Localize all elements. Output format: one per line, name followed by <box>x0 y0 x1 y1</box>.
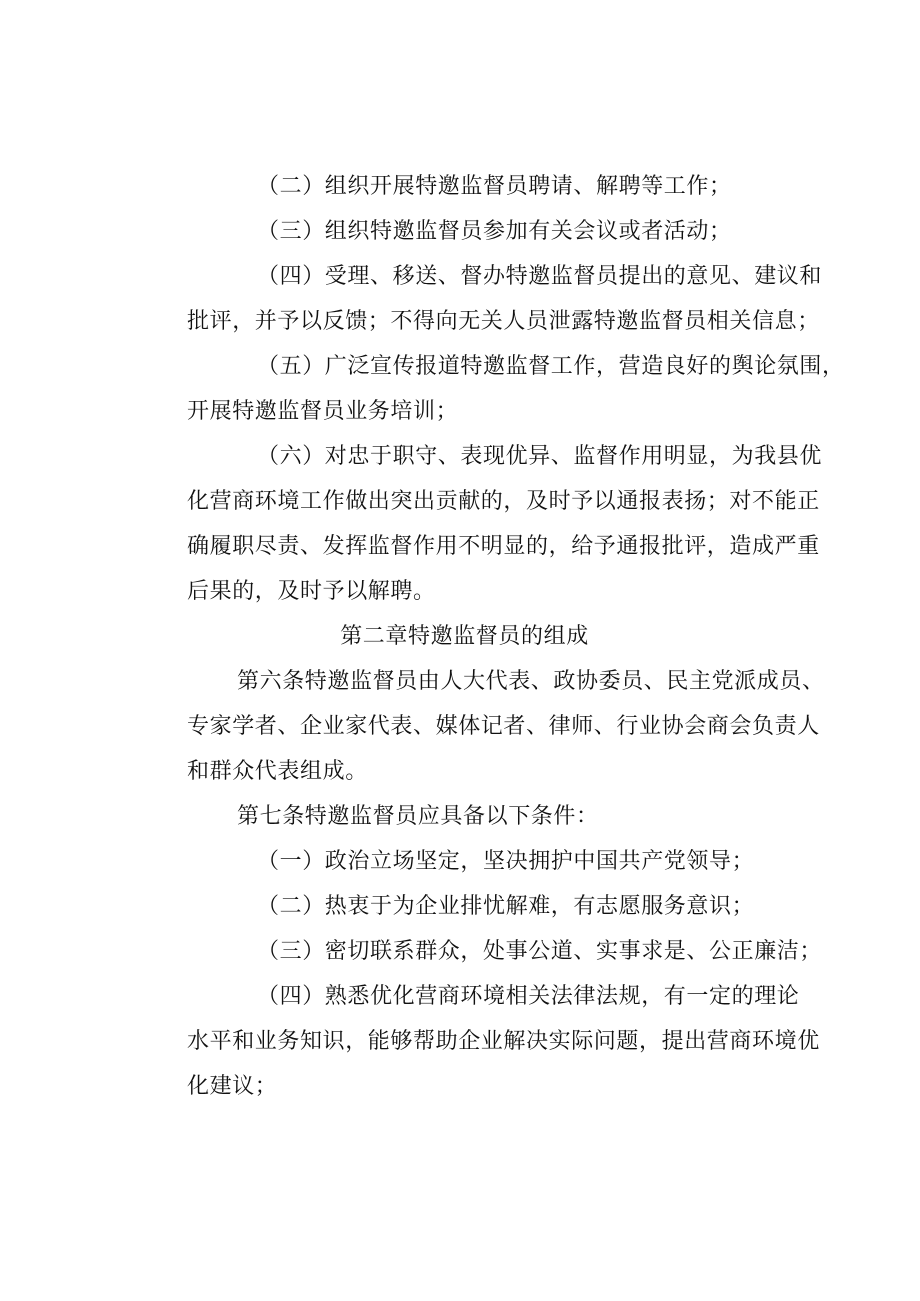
text-line: （三）密切联系群众，处事公道、实事求是、公正廉洁； <box>257 939 823 964</box>
text-line: 化营商环境工作做出突出贡献的，及时予以通报表扬；对不能正 <box>187 489 820 514</box>
text-line: （四）受理、移送、督办特邀监督员提出的意见、建议和 <box>257 264 823 289</box>
text-line: （二）热衷于为企业排忧解难，有志愿服务意识； <box>257 894 755 919</box>
condition-2 <box>117 884 812 929</box>
article-6 <box>117 659 825 794</box>
text-line: 第七条特邀监督员应具备以下条件： <box>237 804 599 829</box>
text-line: （二）组织开展特邀监督员聘请、解聘等工作； <box>257 174 732 199</box>
text-line: 开展特邀监督员业务培训； <box>187 399 459 424</box>
text-line: 专家学者、企业家代表、媒体记者、律师、行业协会商会负责人 <box>187 714 820 739</box>
paragraph-duty-4 <box>117 254 823 344</box>
text-line: （五）广泛宣传报道特邀监督工作，营造良好的舆论氛围， <box>257 354 845 379</box>
text-line: 后果的，及时予以解聘。 <box>187 579 436 604</box>
paragraph-duty-2 <box>117 164 812 209</box>
condition-3 <box>117 929 823 974</box>
text-line: 和群众代表组成。 <box>187 759 368 784</box>
paragraph-duty-3 <box>117 209 812 254</box>
article-7 <box>117 794 812 839</box>
text-line: （三）组织特邀监督员参加有关会议或者活动； <box>257 219 732 244</box>
text-line: （六）对忠于职守、表现优异、监督作用明显，为我县优 <box>257 444 823 469</box>
text-line: 批评，并予以反馈；不得向无关人员泄露特邀监督员相关信息； <box>187 309 820 334</box>
paragraph-duty-6 <box>117 434 823 614</box>
chapter-heading: 第二章特邀监督员的组成 <box>340 624 589 649</box>
paragraph-duty-5 <box>117 344 845 434</box>
text-line: 确履职尽责、发挥监督作用不明显的，给予通报批评，造成严重 <box>187 534 820 559</box>
text-line: （四）熟悉优化营商环境相关法律法规，有一定的理论 <box>257 984 800 1009</box>
text-line: 第六条特邀监督员由人大代表、政协委员、民主党派成员、 <box>237 669 825 694</box>
text-line: 水平和业务知识，能够帮助企业解决实际问题，提出营商环境优 <box>187 1029 820 1054</box>
text-line: （一）政治立场坚定，坚决拥护中国共产党领导； <box>257 849 755 874</box>
document-body <box>117 164 845 1109</box>
text-line: 化建议； <box>187 1074 278 1099</box>
condition-1 <box>117 839 812 884</box>
condition-4 <box>117 974 820 1109</box>
